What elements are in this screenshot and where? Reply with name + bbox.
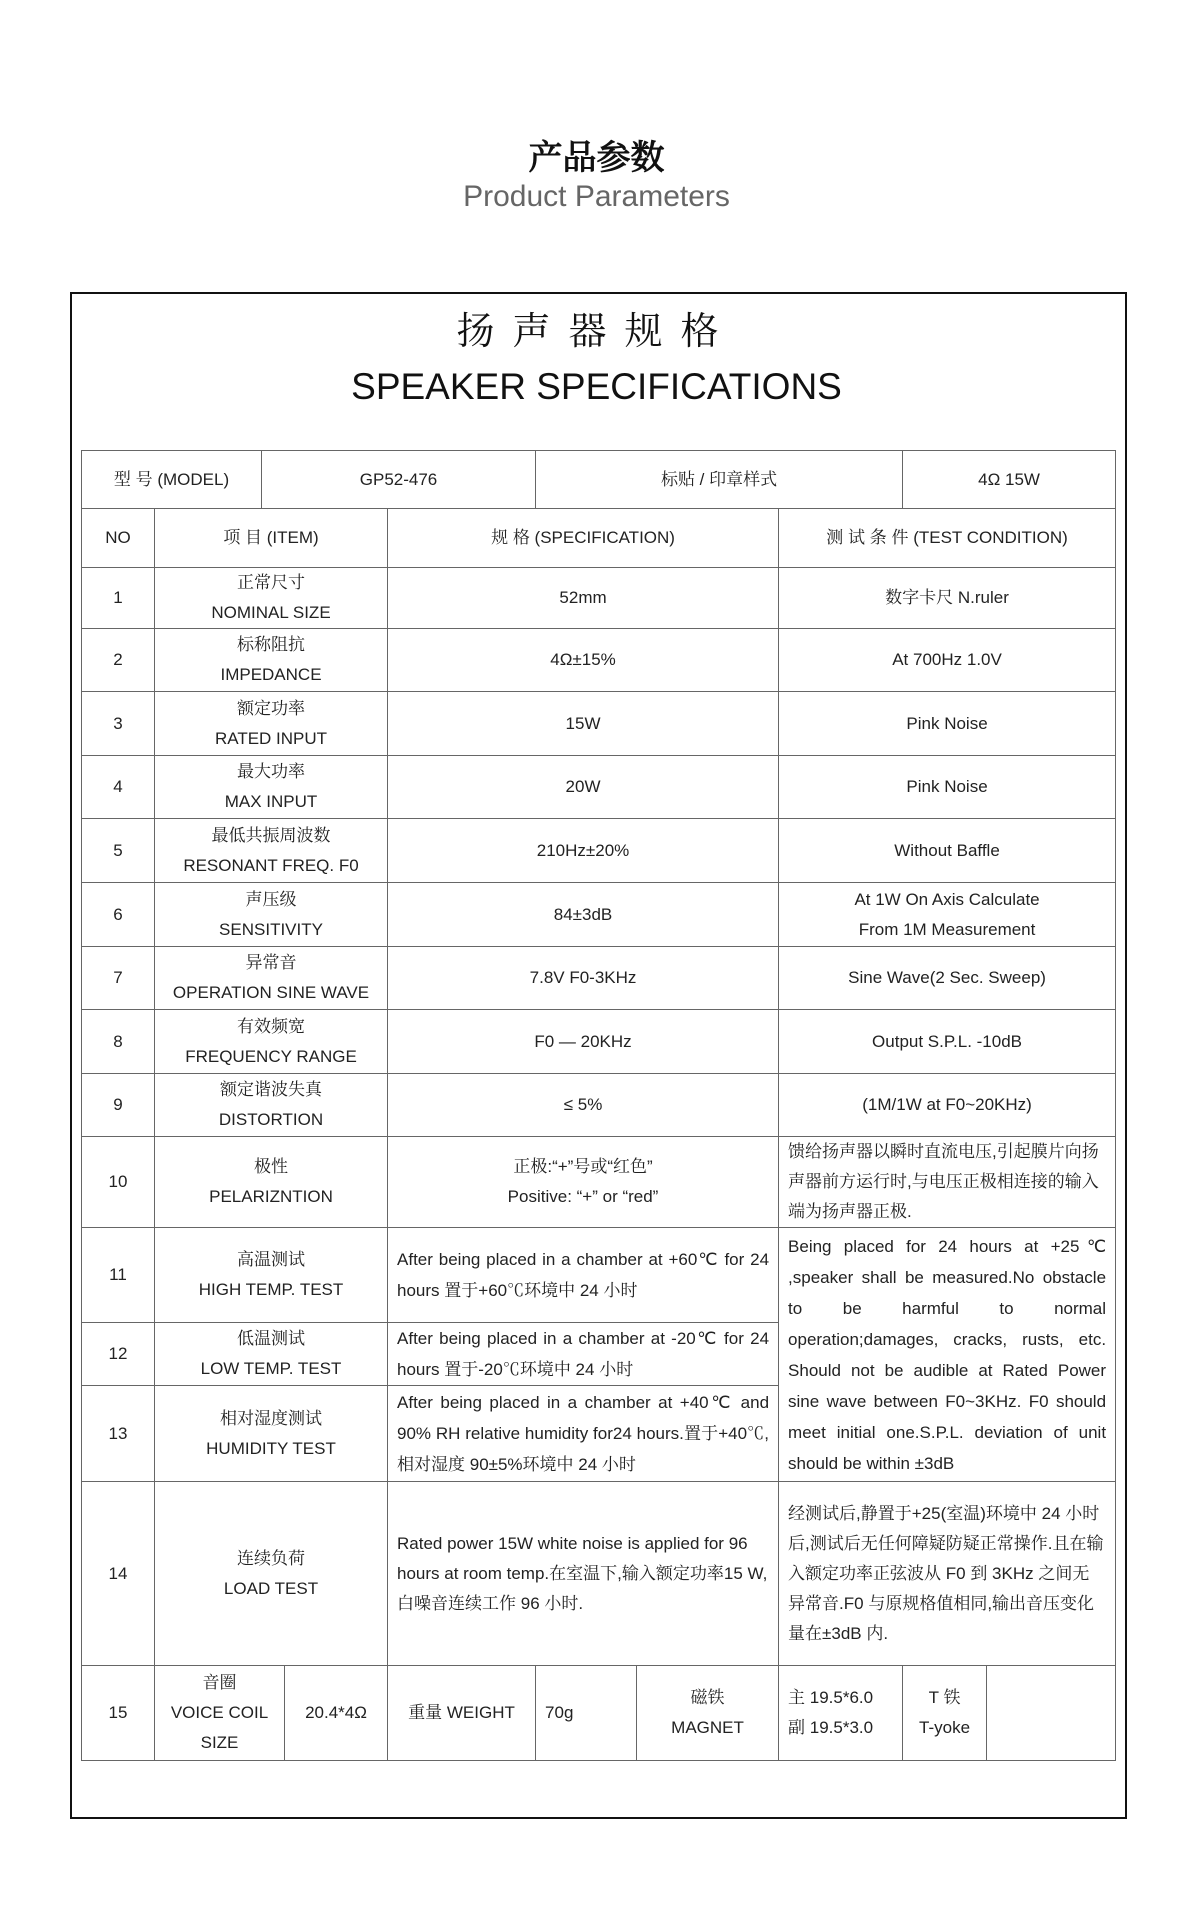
row-spec: After being placed in a chamber at +60℃ for 24 hours 置于+60℃环境中 24 小时 [388,1228,779,1323]
item-en: HIGH TEMP. TEST [198,1280,344,1299]
item-cn: 标称阻抗 [237,635,305,654]
magnet-cn: 磁铁 [690,1688,725,1707]
marking-label: 标贴 / 印章样式 [536,451,903,509]
row-no: 2 [82,629,155,692]
table-row [82,629,1116,692]
yoke-en: T-yoke [919,1718,971,1737]
empty-cell [987,1666,1116,1761]
row-spec: After being placed in a chamber at +40℃ and 90% RH relative humidity for24 hours.置于+40℃,相对湿度 90±5%环境中 24 小时 [388,1386,779,1482]
test-line-2: From 1M Measurement [858,919,1036,939]
item-en: SENSITIVITY [219,919,323,939]
item-en: DISTORTION [218,1110,324,1129]
item-cn: 最大功率 [237,762,305,781]
row-spec: After being placed in a chamber at -20℃ for 24 hours 置于-20℃环境中 24 小时 [388,1323,779,1386]
item-cn: 声压级 [245,889,297,909]
item-cn: 高温测试 [237,1250,305,1269]
table-row [82,1074,1116,1137]
vc-en2: SIZE [200,1733,239,1752]
model-row [82,451,1116,509]
item-en: OPERATION SINE WAVE [172,983,370,1002]
row-no: 13 [82,1386,155,1482]
row-no: 15 [82,1666,155,1761]
item-cn: 正常尺寸 [237,573,305,592]
weight-value: 70g [536,1666,637,1761]
spec-table [81,450,1116,1761]
row-item [155,1137,388,1228]
magnet-sub: 副 19.5*3.0 [788,1718,874,1737]
item-en: RATED INPUT [214,728,328,748]
item-en: NOMINAL SIZE [211,603,331,622]
test-line-1: At 1W On Axis Calculate [854,889,1040,909]
item-en: RESONANT FREQ. F0 [183,855,359,875]
header-no: NO [82,509,155,568]
table-row [82,756,1116,819]
header-spec: 规 格 (SPECIFICATION) [388,509,779,568]
row-no: 9 [82,1074,155,1137]
item-en: IMPEDANCE [220,665,322,684]
row-item [155,1228,388,1323]
table-row [82,819,1116,883]
row-test: Sine Wave(2 Sec. Sweep) [779,947,1116,1010]
row-spec: Rated power 15W white noise is applied for 96 hours at room temp.在室温下,输入额定功率15 W, 白噪音连续工作 96 小时. [388,1482,779,1666]
row-item [155,1074,388,1137]
row-test: At 700Hz 1.0V [779,629,1116,692]
table-row [82,692,1116,756]
header-row [82,509,1116,568]
row-spec [388,1137,779,1228]
item-cn: 相对湿度测试 [220,1408,322,1428]
vc-en: VOICE COIL [170,1703,269,1722]
table-row [82,1666,1116,1761]
row-spec: 7.8V F0-3KHz [388,947,779,1010]
item-cn: 额定功率 [237,698,305,718]
row-item [155,629,388,692]
row-test [779,883,1116,947]
spec-cn: 正极:“+”号或“红色” [513,1157,653,1176]
magnet-size [779,1666,903,1761]
voice-coil-label [155,1666,285,1761]
row-item [155,1323,388,1386]
row-no: 5 [82,819,155,883]
row-spec: ≤ 5% [388,1074,779,1137]
row-no: 8 [82,1010,155,1074]
voice-coil-value: 20.4*4Ω [285,1666,388,1761]
item-en: FREQUENCY RANGE [185,1046,357,1066]
item-cn: 额定谐波失真 [220,1080,322,1099]
marking-value: 4Ω 15W [903,451,1116,509]
row-test: Without Baffle [779,819,1116,883]
row-no: 4 [82,756,155,819]
row-item [155,947,388,1010]
item-cn: 极性 [254,1157,288,1176]
sheet-title-en: SPEAKER SPECIFICATIONS [351,366,842,407]
row-test: (1M/1W at F0~20KHz) [779,1074,1116,1137]
page-heading-en: Product Parameters [463,180,730,213]
table-row [82,1228,1116,1323]
item-en: PELARIZNTION [209,1187,333,1206]
row-test: Pink Noise [779,756,1116,819]
item-cn: 最低共振周波数 [211,825,331,845]
row-spec: 84±3dB [388,883,779,947]
weight-label: 重量 WEIGHT [388,1666,536,1761]
row-item [155,1386,388,1482]
item-en: MAX INPUT [224,792,318,811]
vc-cn: 音圈 [202,1673,237,1692]
table-row [82,1482,1116,1666]
sheet-title-cn: 扬声器规格 [456,309,737,353]
row-no: 6 [82,883,155,947]
row-spec: F0 — 20KHz [388,1010,779,1074]
row-no: 11 [82,1228,155,1323]
row-spec: 15W [388,692,779,756]
row-spec: 20W [388,756,779,819]
row-no: 10 [82,1137,155,1228]
row-test: Output S.P.L. -10dB [779,1010,1116,1074]
row-item [155,819,388,883]
magnet-en: MAGNET [671,1718,744,1737]
table-row [82,1137,1116,1228]
row-item [155,1482,388,1666]
row-item [155,568,388,629]
table-row [82,568,1116,629]
table-row [82,1010,1116,1074]
row-item [155,692,388,756]
header-test: 测 试 条 件 (TEST CONDITION) [779,509,1116,568]
model-label: 型 号 (MODEL) [82,451,262,509]
spec-en: Positive: “+” or “red” [507,1187,659,1206]
row-item [155,756,388,819]
yoke-cn: T 铁 [928,1688,961,1707]
table-row [82,883,1116,947]
item-cn: 异常音 [245,953,297,972]
row-spec: 4Ω±15% [388,629,779,692]
row-test: 经测试后,静置于+25(室温)环境中 24 小时后,测试后无任何障疑防疑正常操作.且在输入额定功率正弦波从 F0 到 3KHz 之间无异常音.F0 与原规格值相同,输出音压变化量在±3dB 内. [779,1482,1116,1666]
magnet-label [637,1666,779,1761]
row-test: 馈给扬声器以瞬时直流电压,引起膜片向扬声器前方运行时,与电压正极相连接的输入端为扬声器正极. [779,1137,1116,1228]
model-value: GP52-476 [262,451,536,509]
row-no: 7 [82,947,155,1010]
item-en: LOAD TEST [223,1578,319,1598]
row-test: 数字卡尺 N.ruler [779,568,1116,629]
item-en: LOW TEMP. TEST [200,1359,342,1378]
row-item [155,883,388,947]
row-spec: 210Hz±20% [388,819,779,883]
env-test-condition: Being placed for 24 hours at +25℃ ,speaker shall be measured.No obstacle to be harmful to normal operation;damages, cracks, rusts, etc. Should not be audible at Rated Power sine wave between F0~3KHz. F0 should meet initial one.S.P.L. deviation of unit should be within ±3dB [779,1228,1116,1482]
item-cn: 有效频宽 [237,1016,305,1036]
item-en: HUMIDITY TEST [206,1438,336,1458]
table-row [82,947,1116,1010]
header-item: 项 目 (ITEM) [155,509,388,568]
row-no: 3 [82,692,155,756]
magnet-main: 主 19.5*6.0 [788,1688,874,1707]
row-no: 12 [82,1323,155,1386]
page-heading-cn: 产品参数 [528,138,665,178]
row-no: 1 [82,568,155,629]
item-cn: 低温测试 [237,1329,305,1348]
item-cn: 连续负荷 [237,1548,305,1568]
row-item [155,1010,388,1074]
row-test: Pink Noise [779,692,1116,756]
row-spec: 52mm [388,568,779,629]
row-no: 14 [82,1482,155,1666]
yoke [903,1666,987,1761]
